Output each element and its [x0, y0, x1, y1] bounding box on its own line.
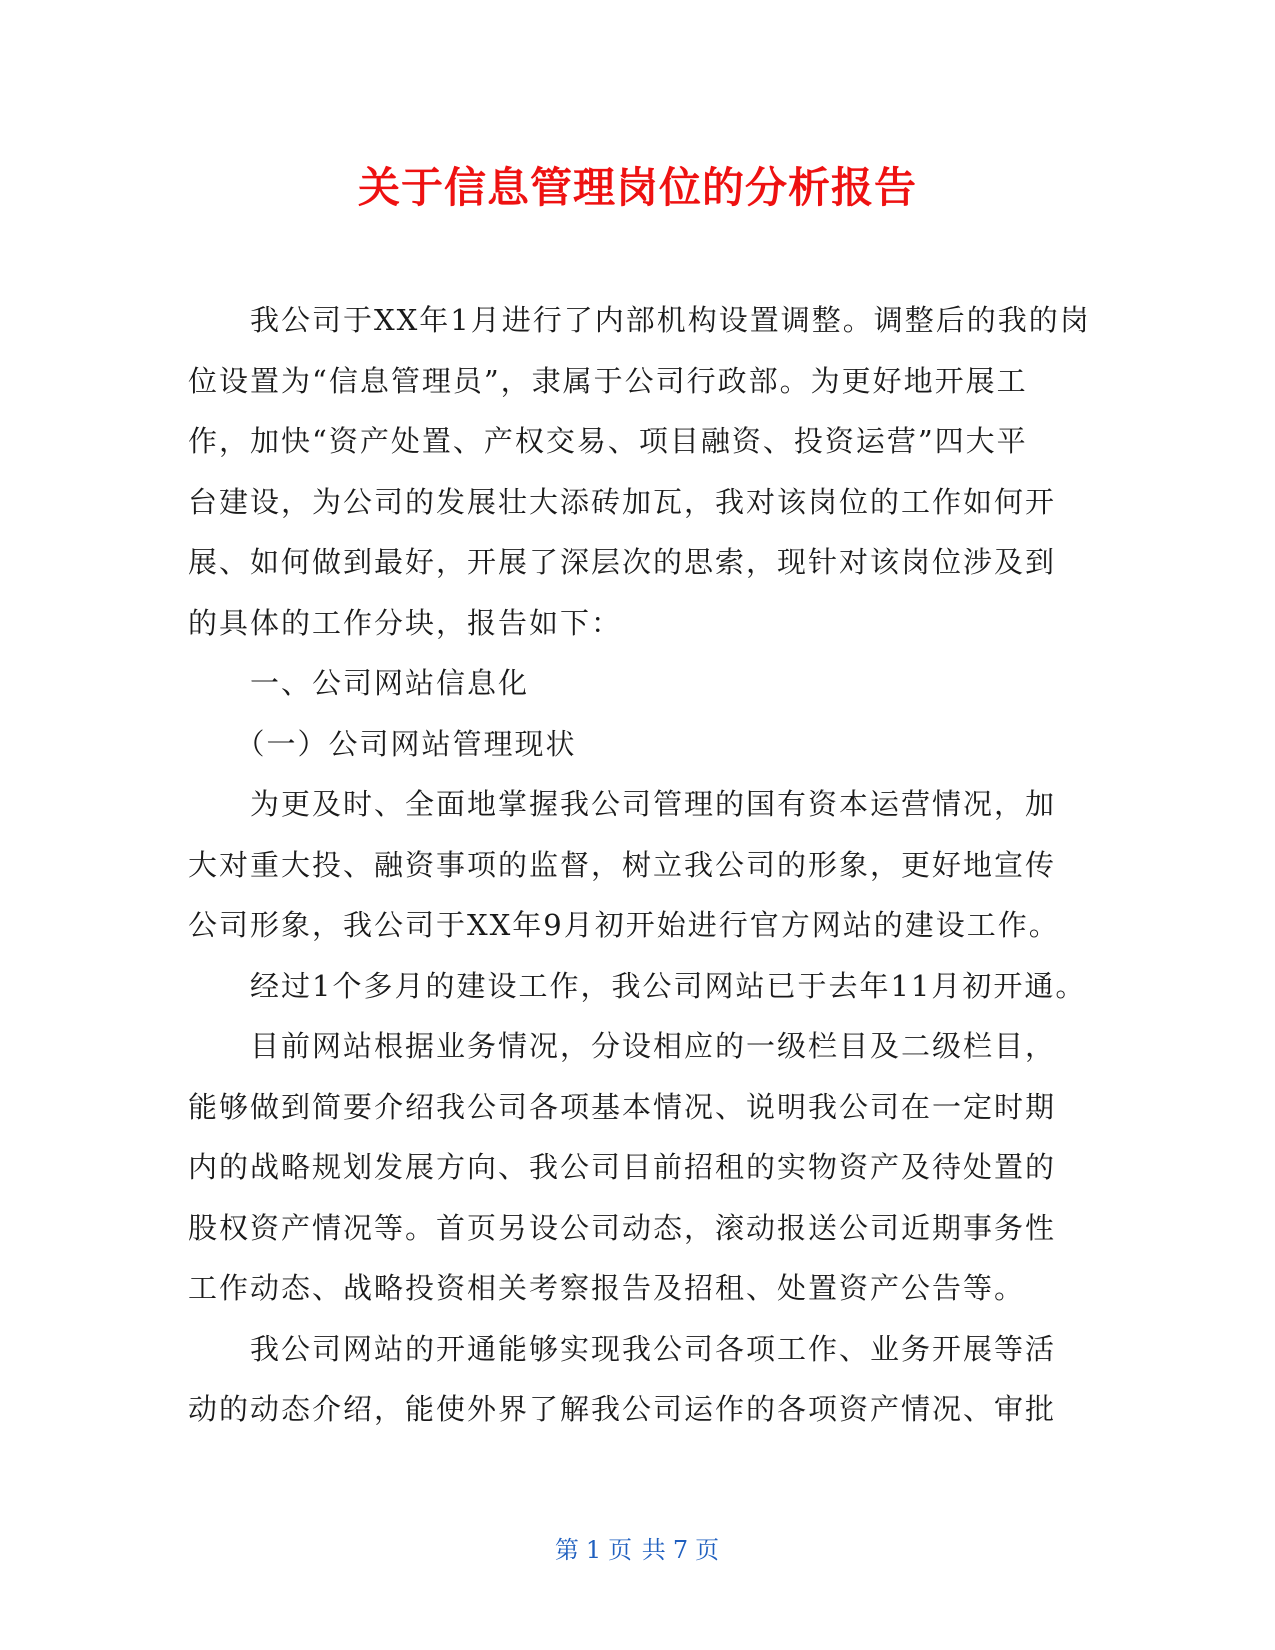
subsection-heading: （一）公司网站管理现状	[188, 726, 577, 761]
document-body	[188, 290, 1091, 1440]
page-label-suffix: 页	[695, 1536, 721, 1564]
body-line: 的具体的工作分块，报告如下：	[188, 605, 623, 640]
page-footer	[0, 1530, 1275, 1565]
page-total-number: 7	[672, 1536, 690, 1564]
body-line: 我公司网站的开通能够实现我公司各项工作、业务开展等活	[188, 1331, 1057, 1366]
body-line: 经过1个多月的建设工作，我公司网站已于去年11月初开通。	[188, 968, 1087, 1003]
document-title: 关于信息管理岗位的分析报告	[357, 163, 917, 212]
body-line: 能够做到简要介绍我公司各项基本情况、说明我公司在一定时期	[188, 1089, 1057, 1124]
body-line: 我公司于XX年1月进行了内部机构设置调整。调整后的我的岗	[188, 303, 1091, 337]
body-line: 为更及时、全面地掌握我公司管理的国有资本运营情况，加	[188, 787, 1057, 821]
body-line: 台建设，为公司的发展壮大添砖加瓦，我对该岗位的工作如何开	[188, 484, 1057, 519]
body-line: 作，加快“资产处置、产权交易、项目融资、投资运营”四大平	[188, 424, 1028, 458]
body-line: 位设置为“信息管理员”，隶属于公司行政部。为更好地开展工	[188, 363, 1028, 398]
body-line: 公司形象，我公司于XX年9月初开始进行官方网站的建设工作。	[188, 908, 1060, 942]
page-label-middle: 页 共	[608, 1536, 667, 1564]
body-line: 动的动态介绍，能使外界了解我公司运作的各项资产情况、审批	[188, 1392, 1057, 1426]
body-line: 股权资产情况等。首页另设公司动态，滚动报送公司近期事务性	[188, 1210, 1057, 1245]
body-line: 内的战略规划发展方向、我公司目前招租的实物资产及待处置的	[188, 1150, 1057, 1184]
body-line: 目前网站根据业务情况，分设相应的一级栏目及二级栏目，	[188, 1029, 1057, 1063]
section-heading: 一、公司网站信息化	[188, 666, 530, 700]
body-line: 大对重大投、融资事项的监督，树立我公司的形象，更好地宣传	[188, 847, 1057, 882]
page-label-prefix: 第	[554, 1536, 580, 1564]
body-line: 展、如何做到最好，开展了深层次的思索，现针对该岗位涉及到	[188, 545, 1057, 579]
page-current-number: 1	[585, 1536, 603, 1564]
body-line: 工作动态、战略投资相关考察报告及招租、处置资产公告等。	[188, 1271, 1026, 1305]
